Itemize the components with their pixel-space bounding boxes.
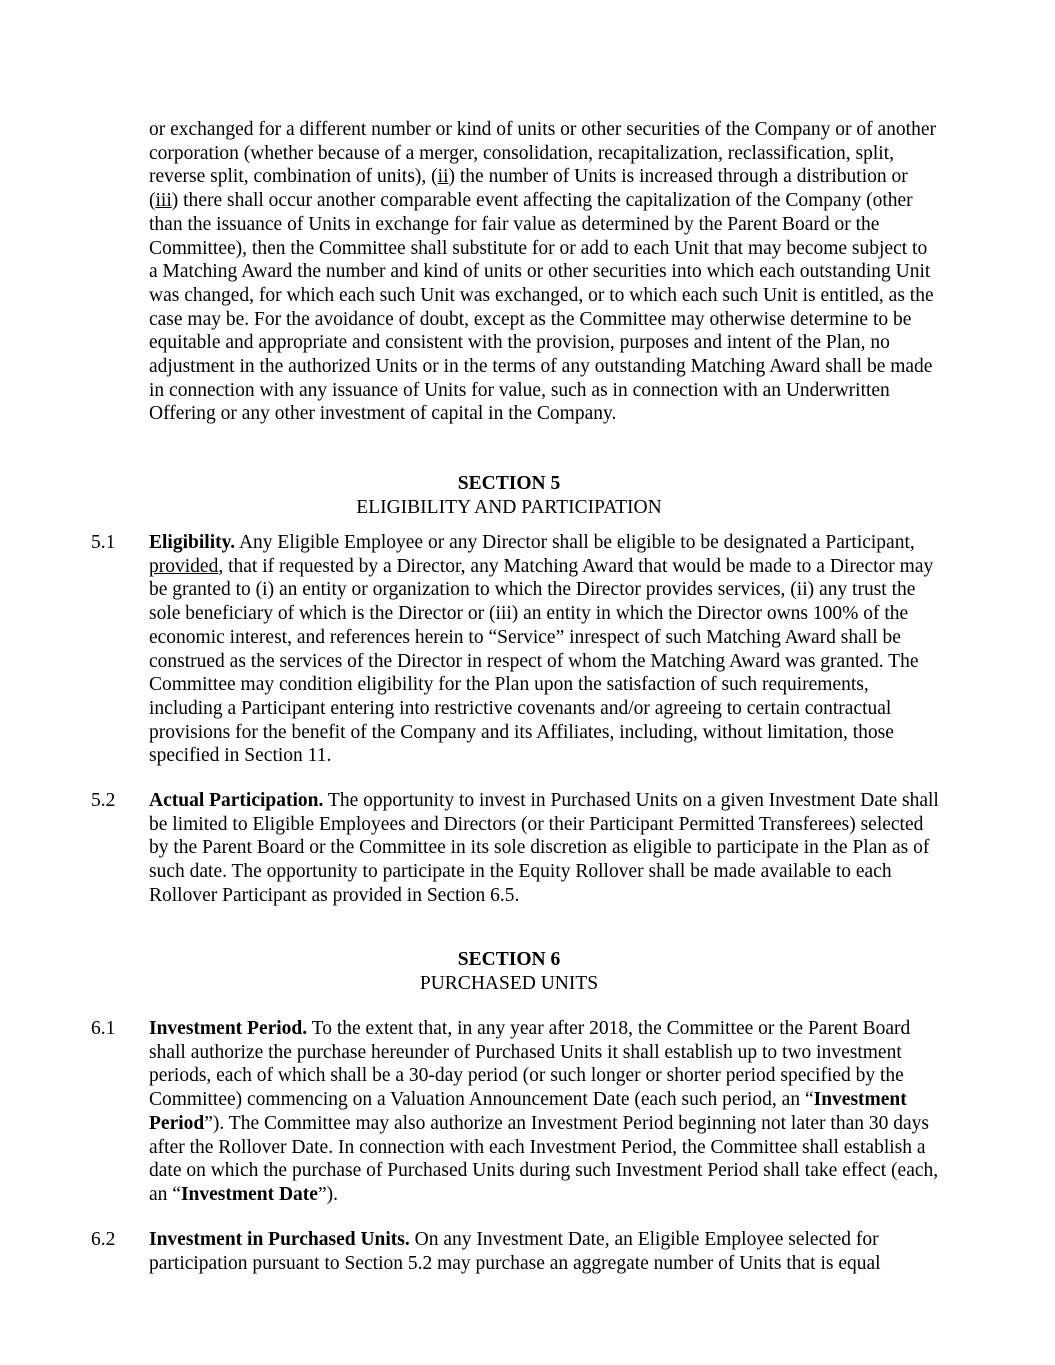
clause-5-1-text-1: Any Eligible Employee or any Director shall be eligible to be designated a Participant,: [235, 532, 915, 553]
term-investment-date: Investment Date: [180, 1183, 318, 1205]
term-investment-period: Investment Period: [149, 1089, 907, 1134]
clause-6-2-heading: Investment in Purchased Units.: [149, 1229, 410, 1250]
section-6-heading: [149, 948, 869, 995]
clause-5-1-text-2: , that if requested by a Director, any Matching Award that would be made to a Director may be granted to (i) an entity or organization to which the Director provides services, (ii) any trust the sole beneficiary of which is the Director or (iii) an entity in which the Director owns 100% of the economic interest, and references herein to “Service” inrespect of such Matching Award shall be construed as the services of the Director in respect of whom the Matching Award was granted. The Committee may condition eligibility for the Plan upon the satisfaction of such requirements, including a Participant entering into restrictive covenants and/or agreeing to certain contractual provisions for the benefit of the Company and its Affiliates, including, without limitation, those specified in Section 11.: [149, 555, 934, 767]
clause-6-2-text: On any Investment Date, an Eligible Employee selected for participation pursuant to Section 5.2 may purchase an aggregate number of Units that is equal: [149, 1229, 881, 1274]
section-5-heading: [149, 472, 869, 519]
clause-5-1-provided: provided: [149, 555, 219, 577]
section-5-title: SECTION 5: [457, 473, 561, 494]
clause-5-2-text: The opportunity to invest in Purchased Units on a given Investment Date shall be limited to Eligible Employees and Directors (or their Participant Permitted Transferees) selected by the Parent Board or the Committee in its sole discretion as eligible to participate in the Plan as of such date. The opportunity to participate in the Equity Rollover shall be made available to each Rollover Participant as provided in Section 6.5.: [149, 790, 939, 906]
clause-6-1-heading: Investment Period.: [149, 1018, 308, 1039]
intro-clause-iii: iii: [155, 190, 172, 212]
section-6-subtitle: PURCHASED UNITS: [419, 972, 599, 994]
clause-6-2-number: 6.2: [91, 1229, 116, 1250]
clause-6-1-number: 6.1: [91, 1018, 116, 1039]
clause-5-2: [149, 789, 939, 908]
intro-text-3: ) there shall occur another comparable event affecting the capitalization of the Company (other than the issuance of Units in exchange for fair value as determined by the Parent Board or the Committee), then the Committee shall substitute for or add to each Unit that may become subject to a Matching Award the number and kind of units or other securities into which each outstanding Unit was changed, for which each such Unit was exchanged, or to which each such Unit is entitled, as the case may be. For the avoidance of doubt, except as the Committee may otherwise determine to be equitable and appropriate and consistent with the provision, purposes and intent of the Plan, no adjustment in the authorized Units or in the terms of any outstanding Matching Award shall be made in connection with any issuance of Units for value, such as in connection with an Underwritten Offering or any other investment of capital in the Company.: [149, 190, 934, 425]
clause-5-1-number: 5.1: [91, 532, 116, 553]
intro-clause-ii: ii: [437, 166, 449, 188]
clause-5-2-heading: Actual Participation.: [149, 790, 324, 811]
clause-6-2: [149, 1228, 939, 1275]
clause-5-2-number: 5.2: [91, 790, 116, 811]
intro-paragraph: [149, 118, 939, 426]
clause-6-1: [149, 1017, 939, 1207]
clause-5-1-heading: Eligibility.: [149, 532, 236, 553]
clause-6-1-text-1: To the extent that, in any year after 2018, the Committee or the Parent Board shall authorize the purchase hereunder of Purchased Units it shall establish up to two investment periods, each of which shall be a 30-day period (or such longer or shorter period specified by the Committee) commencing on a Valuation Announcement Date (each such period, an “: [149, 1018, 911, 1111]
intro-text-1: or exchanged for a different number or kind of units or other securities of the Company or of another corporation (whether because of a merger, consolidation, recapitalization, reclassification, split, reverse split, combination of units), (: [149, 119, 936, 188]
clause-5-1: [149, 531, 939, 768]
intro-text-2: ) the number of Units is increased through a distribution or (: [149, 166, 908, 212]
section-6-title: SECTION 6: [457, 949, 561, 970]
section-5-subtitle: ELIGIBILITY AND PARTICIPATION: [356, 496, 662, 518]
clause-6-1-text-2: ”). The Committee may also authorize an Investment Period beginning not later than 30 days after the Rollover Date. In connection with each Investment Period, the Committee shall establish a date on which the purchase of Purchased Units during such Investment Period shall take effect (each, an “: [149, 1112, 939, 1205]
clause-6-1-text-3: ”).: [317, 1183, 338, 1205]
